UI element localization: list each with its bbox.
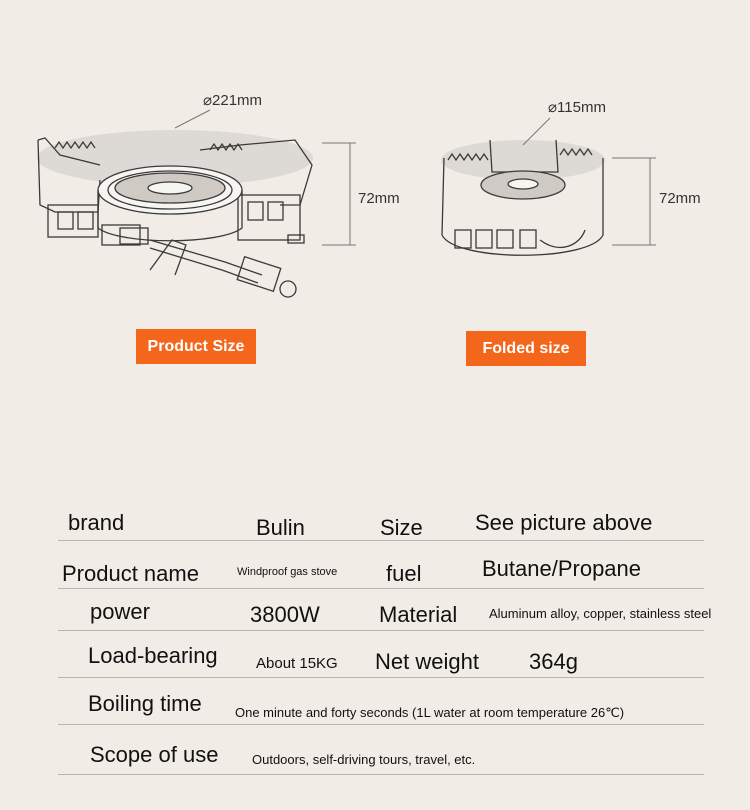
brand-value: Bulin: [256, 515, 305, 540]
product-size-badge: Product Size: [136, 329, 256, 364]
load-bearing-value: About 15KG: [256, 655, 338, 672]
folded-height-label: 72mm: [659, 190, 701, 207]
folded-size-badge: Folded size: [466, 331, 586, 366]
row-divider: [58, 588, 704, 589]
fuel-label: fuel: [386, 561, 422, 586]
product-name-value: Windproof gas stove: [237, 566, 338, 578]
power-value: 3800W: [250, 602, 320, 627]
fuel-value: Butane/Propane: [482, 556, 642, 581]
size-value: See picture above: [475, 510, 653, 535]
product-height-label: 72mm: [358, 190, 400, 207]
net-weight-label: Net weight: [375, 649, 479, 674]
boiling-time-label: Boiling time: [88, 691, 202, 716]
net-weight-value: 364g: [529, 649, 578, 674]
scope-of-use-value: Outdoors, self-driving tours, travel, etc.: [252, 752, 476, 767]
row-divider: [58, 724, 704, 725]
stove-folded-drawing: [441, 118, 656, 255]
power-label: power: [90, 599, 150, 624]
brand-label: brand: [68, 510, 125, 535]
material-label: Material: [379, 602, 458, 627]
row-divider: [58, 540, 704, 541]
product-diameter-label: ⌀221mm: [203, 92, 263, 109]
material-value: Aluminum alloy, copper, stainless steel: [489, 606, 712, 621]
row-divider: [58, 774, 704, 775]
row-divider: [58, 630, 704, 631]
scope-of-use-label: Scope of use: [90, 742, 219, 767]
load-bearing-label: Load-bearing: [88, 643, 218, 668]
product-name-label: Product name: [62, 561, 199, 586]
boiling-time-value: One minute and forty seconds (1L water at room temperature 26℃): [235, 705, 625, 720]
stove-unfolded-drawing: [37, 110, 356, 297]
folded-diameter-label: ⌀115mm: [548, 99, 606, 116]
size-label: Size: [380, 515, 423, 540]
row-divider: [58, 677, 704, 678]
